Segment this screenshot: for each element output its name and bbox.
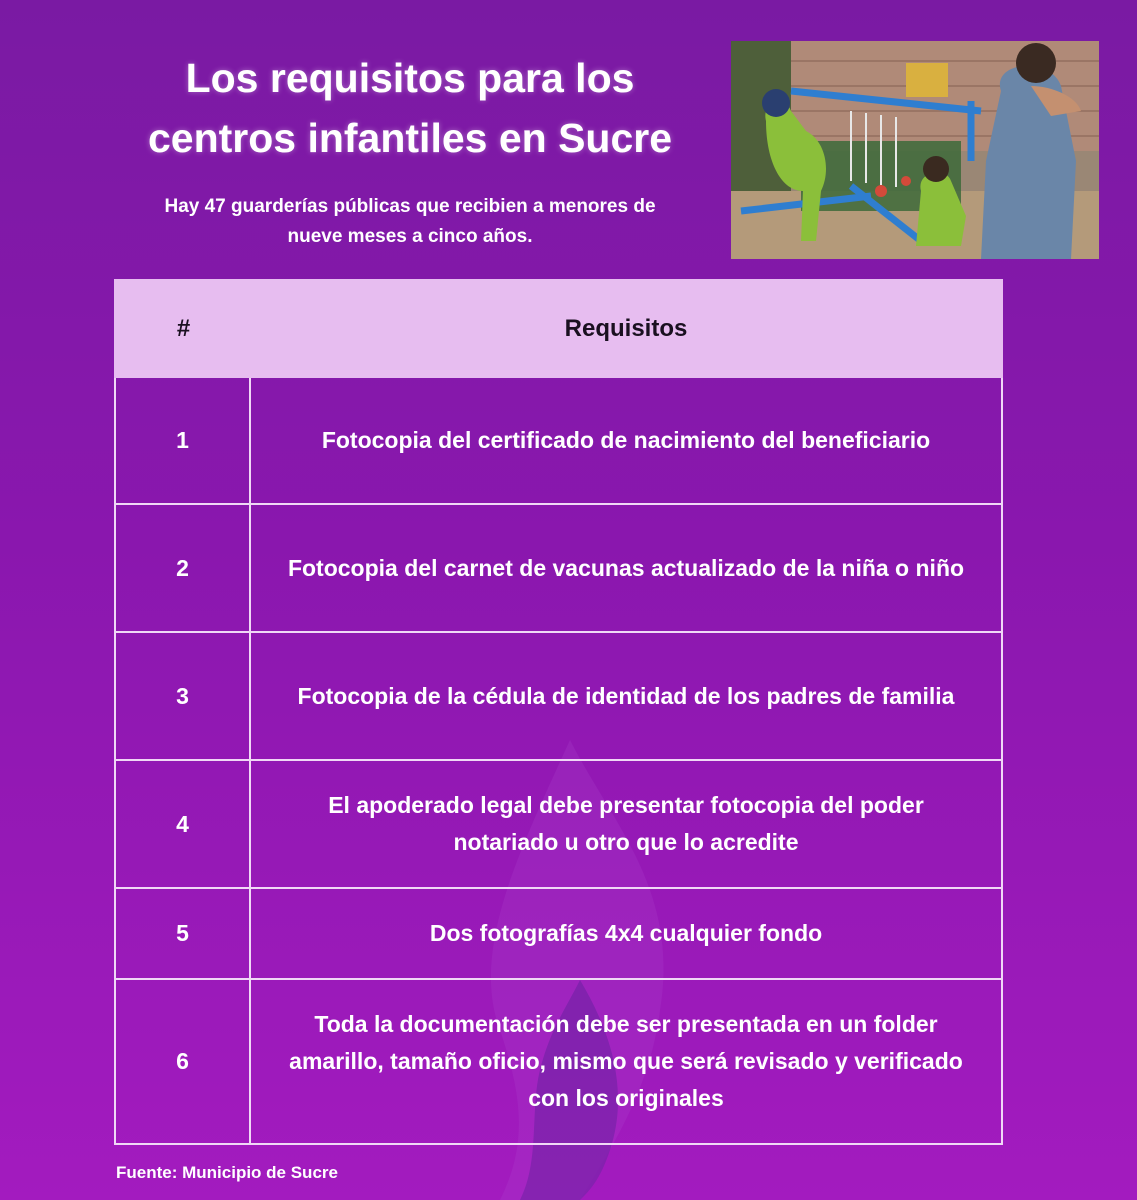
subtitle-line-1: Hay 47 guarderías públicas que recibien a menores de bbox=[164, 196, 656, 217]
row-requirement: Fotocopia del certificado de nacimiento del beneficiario bbox=[321, 427, 931, 453]
row-requirement: Dos fotografías 4x4 cualquier fondo bbox=[429, 920, 823, 946]
row-number: 4 bbox=[116, 761, 251, 887]
requirements-table bbox=[114, 279, 1003, 1145]
table-row bbox=[114, 633, 1003, 761]
daycare-photo bbox=[731, 41, 1099, 259]
row-number: 5 bbox=[116, 889, 251, 978]
header-requirements: Requisitos bbox=[564, 314, 688, 342]
row-requirement: El apoderado legal debe presentar fotocopia del poder notariado u otro que lo acredite bbox=[328, 792, 924, 855]
row-requirement: Toda la documentación debe ser presentada en un folder amarillo, tamaño oficio, mismo que será revisado y verificado con los originales bbox=[289, 1011, 963, 1111]
row-number: 6 bbox=[116, 980, 251, 1143]
title-line-1: Los requisitos para los bbox=[185, 55, 635, 101]
row-number: 3 bbox=[116, 633, 251, 759]
row-requirement: Fotocopia de la cédula de identidad de los padres de familia bbox=[297, 682, 955, 709]
table-row bbox=[114, 761, 1003, 889]
table-row bbox=[114, 980, 1003, 1145]
subtitle bbox=[100, 192, 720, 252]
subtitle-line-2: nueve meses a cinco años. bbox=[287, 226, 533, 247]
row-number: 1 bbox=[116, 378, 251, 503]
source-credit: Fuente: Municipio de Sucre bbox=[116, 1163, 338, 1182]
page-title bbox=[60, 48, 760, 168]
table-row bbox=[114, 378, 1003, 505]
header-number: # bbox=[176, 314, 191, 342]
title-line-2: centros infantiles en Sucre bbox=[147, 115, 673, 161]
table-header bbox=[114, 279, 1003, 378]
row-number: 2 bbox=[116, 505, 251, 631]
row-requirement: Fotocopia del carnet de vacunas actualizado de la niña o niño bbox=[287, 554, 965, 581]
table-row bbox=[114, 889, 1003, 980]
table-row bbox=[114, 505, 1003, 633]
photo-illustration bbox=[731, 41, 1099, 259]
